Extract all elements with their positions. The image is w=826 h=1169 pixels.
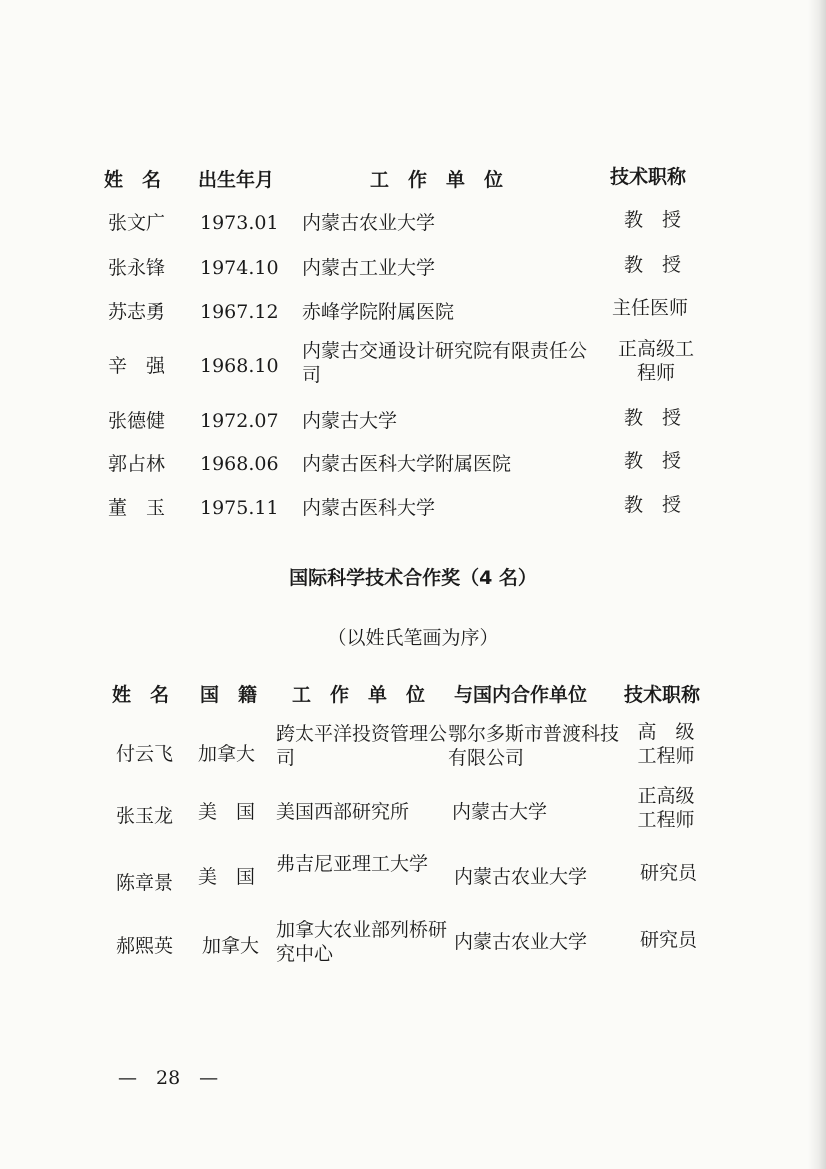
- table1-header-unit: 工 作 单 位: [370, 169, 504, 191]
- row-unit: 内蒙古交通设计研究院有限责任公司: [302, 340, 588, 386]
- table1-header-birth: 出生年月: [198, 169, 275, 191]
- row-birth: 1974.10: [200, 257, 279, 279]
- row-name: 郝熙英: [116, 935, 174, 957]
- row-title: 正高级工程师: [618, 338, 695, 384]
- table2-header-nationality: 国 籍: [200, 684, 258, 706]
- table2-header-unit: 工 作 单 位: [292, 684, 426, 706]
- row-birth: 1968.10: [200, 355, 279, 377]
- row-unit: 内蒙古农业大学: [302, 212, 436, 234]
- row-birth: 1975.11: [200, 497, 279, 519]
- row-name: 董 玉: [108, 497, 166, 519]
- row-birth: 1968.06: [200, 453, 279, 475]
- row-birth: 1967.12: [200, 301, 279, 323]
- table2-header-title: 技术职称: [624, 684, 701, 706]
- row-partner: 内蒙古大学: [452, 801, 548, 823]
- row-name: 张玉龙: [116, 805, 174, 827]
- row-name: 苏志勇: [108, 301, 166, 323]
- row-nationality: 加拿大: [202, 935, 260, 957]
- row-unit: 内蒙古大学: [302, 410, 398, 432]
- row-title: 教 授: [624, 254, 682, 276]
- section-subtitle: （以姓氏笔画为序）: [327, 627, 499, 649]
- row-unit: 内蒙古医科大学: [302, 497, 436, 519]
- row-title: 教 授: [624, 209, 682, 231]
- row-name: 张永锋: [108, 257, 166, 279]
- row-partner: 内蒙古农业大学: [454, 931, 588, 953]
- row-name: 陈章景: [116, 872, 174, 894]
- table2-header-name: 姓 名: [112, 684, 170, 706]
- row-unit: 内蒙古工业大学: [302, 257, 436, 279]
- row-unit: 弗吉尼亚理工大学: [276, 853, 429, 875]
- row-birth: 1972.07: [200, 410, 279, 432]
- row-unit: 加拿大农业部列桥研究中心: [276, 919, 448, 965]
- row-title: 教 授: [624, 407, 682, 429]
- row-unit: 美国西部研究所: [276, 801, 410, 823]
- row-nationality: 美 国: [198, 866, 256, 888]
- table2-header-partner: 与国内合作单位: [454, 684, 588, 706]
- row-title: 教 授: [624, 450, 682, 472]
- row-birth: 1973.01: [200, 212, 279, 234]
- table1-header-title: 技术职称: [610, 166, 687, 188]
- row-name: 张文广: [108, 212, 166, 234]
- row-title: 研究员: [640, 929, 698, 951]
- row-unit: 内蒙古医科大学附属医院: [302, 453, 512, 475]
- row-title: 研究员: [640, 862, 698, 884]
- row-title: 高 级工程师: [637, 721, 695, 767]
- row-unit: 赤峰学院附属医院: [302, 301, 455, 323]
- row-partner: 鄂尔多斯市普渡科技有限公司: [448, 723, 620, 769]
- section-title: 国际科学技术合作奖（4 名）: [289, 567, 537, 589]
- row-name: 张德健: [108, 410, 166, 432]
- row-nationality: 加拿大: [198, 743, 256, 765]
- table1-header-name: 姓 名: [104, 169, 162, 191]
- row-title: 主任医师: [612, 297, 689, 319]
- row-partner: 内蒙古农业大学: [454, 866, 588, 888]
- row-unit: 跨太平洋投资管理公司: [276, 723, 448, 769]
- row-title: 正高级工程师: [637, 785, 695, 831]
- row-nationality: 美 国: [198, 801, 256, 823]
- row-name: 辛 强: [108, 355, 166, 377]
- row-title: 教 授: [624, 494, 682, 516]
- row-name: 郭占林: [108, 453, 166, 475]
- page-number: — 28 —: [118, 1067, 219, 1089]
- row-name: 付云飞: [116, 743, 174, 765]
